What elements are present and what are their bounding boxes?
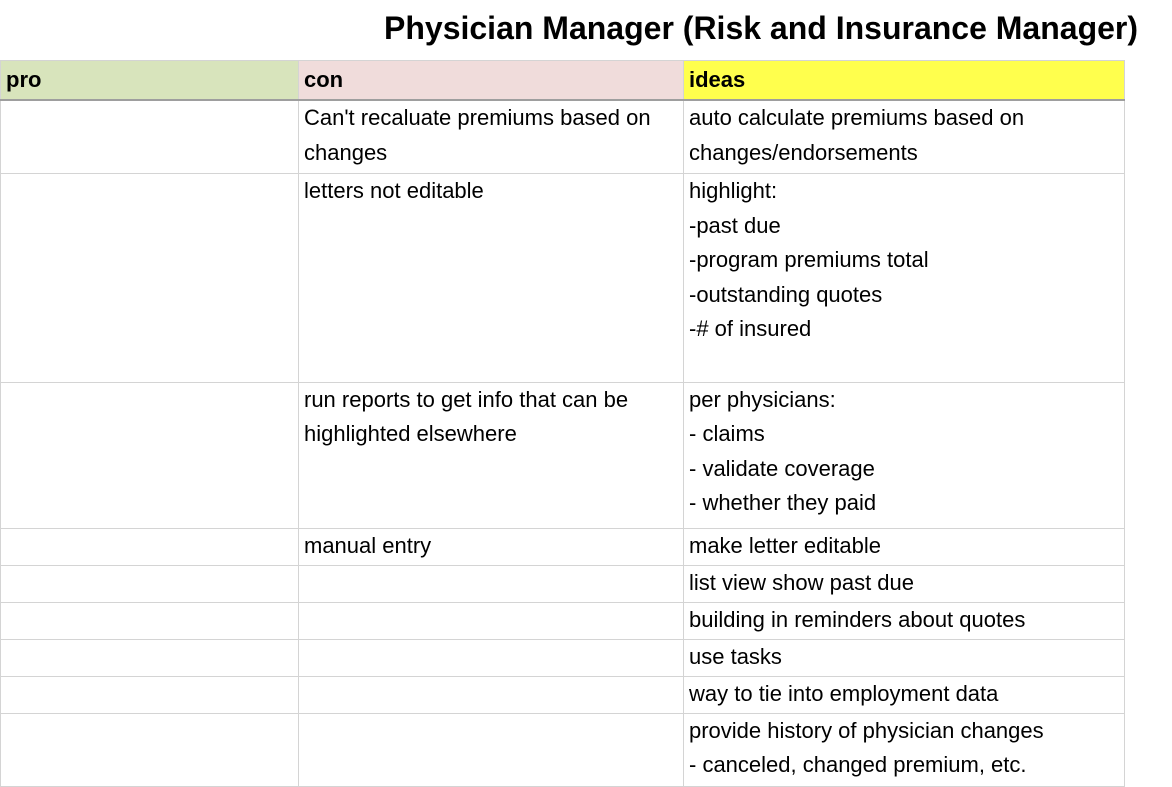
cell-text-line: [304, 677, 683, 712]
header-cell-ideas[interactable]: ideas: [684, 61, 1125, 101]
cell-text-line: [6, 714, 298, 749]
table-row: [1, 528, 1125, 565]
cell-con[interactable]: [299, 100, 684, 174]
cell-text-line: provide history of physician changes: [689, 717, 1044, 743]
cell-text-line: auto calculate premiums based on: [689, 105, 1025, 130]
cell-pro[interactable]: [1, 382, 299, 528]
cell-text-line: [6, 383, 298, 418]
cell-text-line: [304, 714, 683, 749]
table-row: [1, 713, 1125, 786]
cell-text-line: run reports to get info that can be: [304, 386, 629, 412]
cell-pro[interactable]: [1, 713, 299, 786]
cell-pro[interactable]: [1, 528, 299, 565]
cell-text-line: [6, 566, 298, 601]
cell-ideas[interactable]: [684, 602, 1125, 639]
cell-text-line: highlight:: [689, 178, 778, 203]
cell-text-line: [6, 640, 298, 675]
table-row: [1, 100, 1125, 174]
cell-text-line: changes: [304, 139, 388, 165]
cell-text-line: [689, 347, 1124, 382]
cell-ideas[interactable]: [684, 100, 1125, 174]
cell-pro[interactable]: [1, 602, 299, 639]
table-row: [1, 639, 1125, 676]
cell-pro[interactable]: [1, 100, 299, 174]
spreadsheet-grid: [0, 60, 1125, 787]
cell-text-line: [6, 603, 298, 638]
cell-pro[interactable]: [1, 676, 299, 713]
sheet-title: Physician Manager (Risk and Insurance Manager): [384, 10, 1139, 46]
cell-text-line: way to tie into employment data: [689, 680, 999, 706]
table-row: [1, 174, 1125, 383]
cell-text-line: [6, 174, 298, 209]
cell-text-line: use tasks: [689, 643, 782, 669]
cell-con[interactable]: [299, 713, 684, 786]
table-row: [1, 565, 1125, 602]
cell-text-line: manual entry: [304, 532, 432, 558]
table-row: [1, 382, 1125, 528]
cell-con[interactable]: [299, 382, 684, 528]
cell-con[interactable]: [299, 639, 684, 676]
cell-text-line: - claims: [689, 421, 765, 447]
cell-text-line: building in reminders about quotes: [689, 606, 1026, 632]
cell-con[interactable]: [299, 676, 684, 713]
cell-con[interactable]: [299, 565, 684, 602]
cell-ideas[interactable]: [684, 382, 1125, 528]
cell-text-line: list view show past due: [689, 569, 914, 595]
header-row: [1, 61, 1125, 101]
cell-text-line: -program premiums total: [689, 247, 929, 273]
cell-text-line: letters not editable: [304, 178, 484, 203]
cell-text-line: highlighted elsewhere: [304, 421, 517, 447]
cell-text-line: - canceled, changed premium, etc.: [689, 752, 1027, 778]
cell-pro[interactable]: [1, 639, 299, 676]
cell-text-line: -# of insured: [689, 316, 812, 342]
header-cell-con[interactable]: con: [299, 61, 684, 101]
cell-ideas[interactable]: [684, 639, 1125, 676]
cell-con[interactable]: [299, 602, 684, 639]
cell-pro[interactable]: [1, 174, 299, 383]
cell-text-line: [6, 529, 298, 564]
cell-ideas[interactable]: [684, 174, 1125, 383]
cell-text-line: [304, 566, 683, 601]
cell-text-line: [6, 101, 298, 136]
grid-body: [1, 61, 1125, 787]
cell-text-line: make letter editable: [689, 532, 881, 558]
cell-text-line: - whether they paid: [689, 490, 877, 516]
cell-text-line: - validate coverage: [689, 455, 875, 481]
cell-ideas[interactable]: [684, 713, 1125, 786]
cell-con[interactable]: [299, 174, 684, 383]
cell-con[interactable]: [299, 528, 684, 565]
cell-text-line: per physicians:: [689, 386, 836, 412]
cell-text-line: [304, 603, 683, 638]
cell-text-line: [6, 677, 298, 712]
cell-ideas[interactable]: [684, 528, 1125, 565]
cell-text-line: changes/endorsements: [689, 139, 918, 165]
cell-text-line: [304, 640, 683, 675]
cell-ideas[interactable]: [684, 676, 1125, 713]
cell-pro[interactable]: [1, 565, 299, 602]
header-cell-pro[interactable]: pro: [1, 61, 299, 101]
table-row: [1, 602, 1125, 639]
cell-text-line: -past due: [689, 212, 781, 238]
cell-ideas[interactable]: [684, 565, 1125, 602]
cell-text-line: -outstanding quotes: [689, 281, 883, 307]
cell-text-line: Can't recaluate premiums based on: [304, 105, 651, 130]
table-row: [1, 676, 1125, 713]
